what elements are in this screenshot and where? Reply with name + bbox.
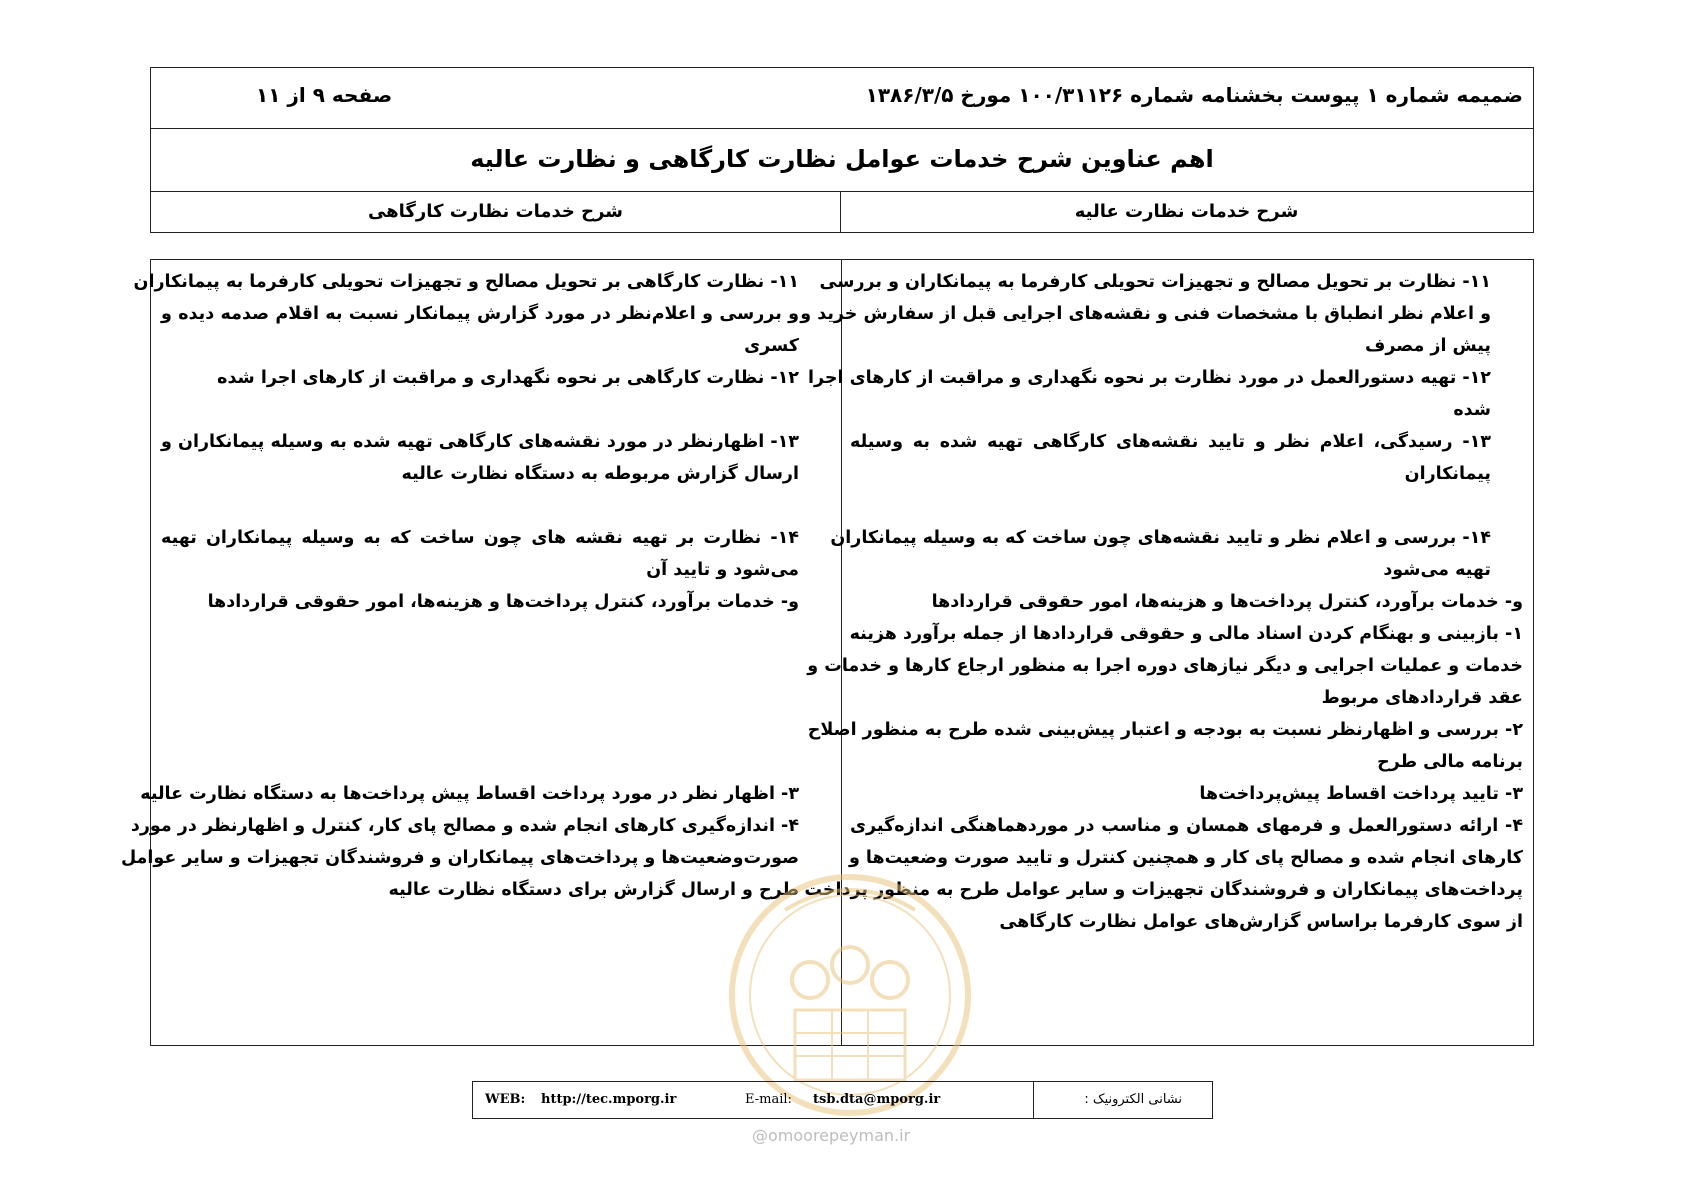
high-supervision-line: ۱۲- تهیه دستورالعمل در مورد نظارت بر نحوه نگهداری و مراقبت از کارهای اجرا bbox=[808, 368, 1491, 388]
site-supervision-line: ۱۲- نظارت کارگاهی بر نحوه نگهداری و مراقبت از کارهای اجرا شده bbox=[217, 368, 799, 388]
high-supervision-line: از سوی کارفرما براساس گزارش‌های عوامل نظارت کارگاهی bbox=[999, 912, 1523, 932]
electronic-address-label: نشانی الکترونیک : bbox=[1084, 1092, 1182, 1107]
site-supervision-line: طرح و ارسال گزارش برای دستگاه نظارت عالیه bbox=[388, 880, 799, 900]
column-header-site bbox=[151, 191, 841, 233]
web-link[interactable]: http://tec.mporg.ir bbox=[541, 1092, 677, 1107]
high-supervision-line: ۱۴- بررسی و اعلام نظر و تایید نقشه‌های چون ساخت که به وسیله پیمانکاران bbox=[830, 528, 1491, 548]
high-supervision-line: ۱۳- رسیدگی، اعلام نظر و تایید نقشه‌های کارگاهی تهیه شده به وسیله bbox=[850, 432, 1491, 452]
site-supervision-line: ۴- اندازه‌گیری کارهای انجام شده و مصالح پای کار، کنترل و اظهارنظر در مورد bbox=[130, 816, 799, 836]
column-header-high bbox=[840, 191, 1533, 233]
high-supervision-line: خدمات و عملیات اجرایی و دیگر نیازهای دوره اجرا به منظور ارجاع کارها و خدمات و bbox=[807, 656, 1523, 676]
footer-box bbox=[472, 1081, 1213, 1119]
site-supervision-line: ۱۴- نظارت بر تهیه نقشه های چون ساخت که به وسیله پیمانکاران تهیه bbox=[161, 528, 799, 548]
site-supervision-line: ۱۳- اظهارنظر در مورد نقشه‌های کارگاهی تهیه شده به وسیله پیمانکاران و bbox=[161, 432, 799, 452]
annex-reference: ضمیمه شماره ۱ پیوست بخشنامه شماره ۱۰۰/۳۱۱۲۶ مورخ ۱۳۸۶/۳/۵ bbox=[865, 83, 1523, 107]
site-supervision-line: و بررسی و اعلام‌نظر در مورد گزارش پیمانکار نسبت به اقلام صدمه دیده و bbox=[161, 304, 799, 324]
site-supervision-line: می‌شود و تایید آن bbox=[646, 560, 799, 580]
title-row bbox=[151, 128, 1533, 192]
high-supervision-line: تهیه می‌شود bbox=[1383, 560, 1491, 580]
high-supervision-line: پیمانکاران bbox=[1404, 464, 1491, 484]
high-supervision-line: پرداخت‌های پیمانکاران و فروشندگان تجهیزات و سایر عوامل طرح به منظور پرداخت bbox=[804, 880, 1523, 900]
high-supervision-line: پیش از مصرف bbox=[1364, 336, 1491, 356]
high-supervision-line: و- خدمات برآورد، کنترل پرداخت‌ها و هزینه‌ها، امور حقوقی قراردادها bbox=[931, 592, 1523, 612]
watermark-text: @omoorepeyman.ir bbox=[752, 1126, 911, 1145]
column-headers bbox=[151, 191, 1533, 233]
high-supervision-line: ۴- ارائه دستورالعمل و فرمهای همسان و مناسب در موردهماهنگی اندازه‌گیری bbox=[850, 816, 1523, 836]
site-supervision-line: ارسال گزارش مربوطه به دستگاه نظارت عالیه bbox=[401, 464, 799, 484]
high-supervision-line: برنامه مالی طرح bbox=[1377, 752, 1523, 772]
site-supervision-line: و- خدمات برآورد، کنترل پرداخت‌ها و هزینه‌ها، امور حقوقی قراردادها bbox=[207, 592, 799, 612]
high-supervision-line: ۳- تایید پرداخت اقساط پیش‌پرداخت‌ها bbox=[1199, 784, 1523, 804]
high-supervision-line: عقد قراردادهای مربوط bbox=[1321, 688, 1523, 708]
email-label: E-mail: bbox=[745, 1092, 792, 1107]
column-header-high-label: شرح خدمات نظارت عالیه bbox=[1074, 201, 1299, 222]
high-supervision-line: ۲- بررسی و اظهارنظر نسبت به بودجه و اعتبار پیش‌بینی شده طرح به منظور اصلاح bbox=[807, 720, 1523, 740]
high-supervision-line: و اعلام نظر انطباق با مشخصات فنی و نقشه‌های اجرایی قبل از سفارش خرید و bbox=[800, 304, 1491, 324]
header-top-row bbox=[151, 68, 1533, 129]
footer-divider bbox=[1033, 1082, 1034, 1118]
high-supervision-line: شده bbox=[1453, 400, 1491, 420]
site-supervision-line: کسری bbox=[744, 336, 799, 356]
site-supervision-line: ۳- اظهار نظر در مورد پرداخت اقساط پیش پرداخت‌ها به دستگاه نظارت عالیه bbox=[140, 784, 799, 804]
page-title: اهم عناوین شرح خدمات عوامل نظارت کارگاهی و نظارت عالیه bbox=[470, 145, 1214, 173]
site-supervision-line: ۱۱- نظارت کارگاهی بر تحویل مصالح و تجهیزات تحویلی کارفرما به پیمانکاران bbox=[133, 272, 799, 292]
page-number: صفحه ۹ از ۱۱ bbox=[256, 83, 393, 107]
site-supervision-line: صورت‌وضعیت‌ها و پرداخت‌های پیمانکاران و فروشندگان تجهیزات و سایر عوامل bbox=[120, 848, 799, 868]
high-supervision-line: کارهای انجام شده و مصالح پای کار و همچنین کنترل و تایید صورت وضعیت‌ها و bbox=[848, 848, 1523, 868]
web-label: WEB: bbox=[485, 1092, 526, 1107]
header-table bbox=[150, 67, 1534, 233]
high-supervision-line: ۱۱- نظارت بر تحویل مصالح و تجهیزات تحویلی کارفرما به پیمانکاران و بررسی bbox=[819, 272, 1491, 292]
column-header-site-label: شرح خدمات نظارت کارگاهی bbox=[367, 201, 624, 222]
high-supervision-line: ۱- بازبینی و بهنگام کردن اسناد مالی و حقوقی قراردادها از جمله برآورد هزینه bbox=[849, 624, 1523, 644]
email-link[interactable]: tsb.dta@mporg.ir bbox=[813, 1092, 941, 1107]
